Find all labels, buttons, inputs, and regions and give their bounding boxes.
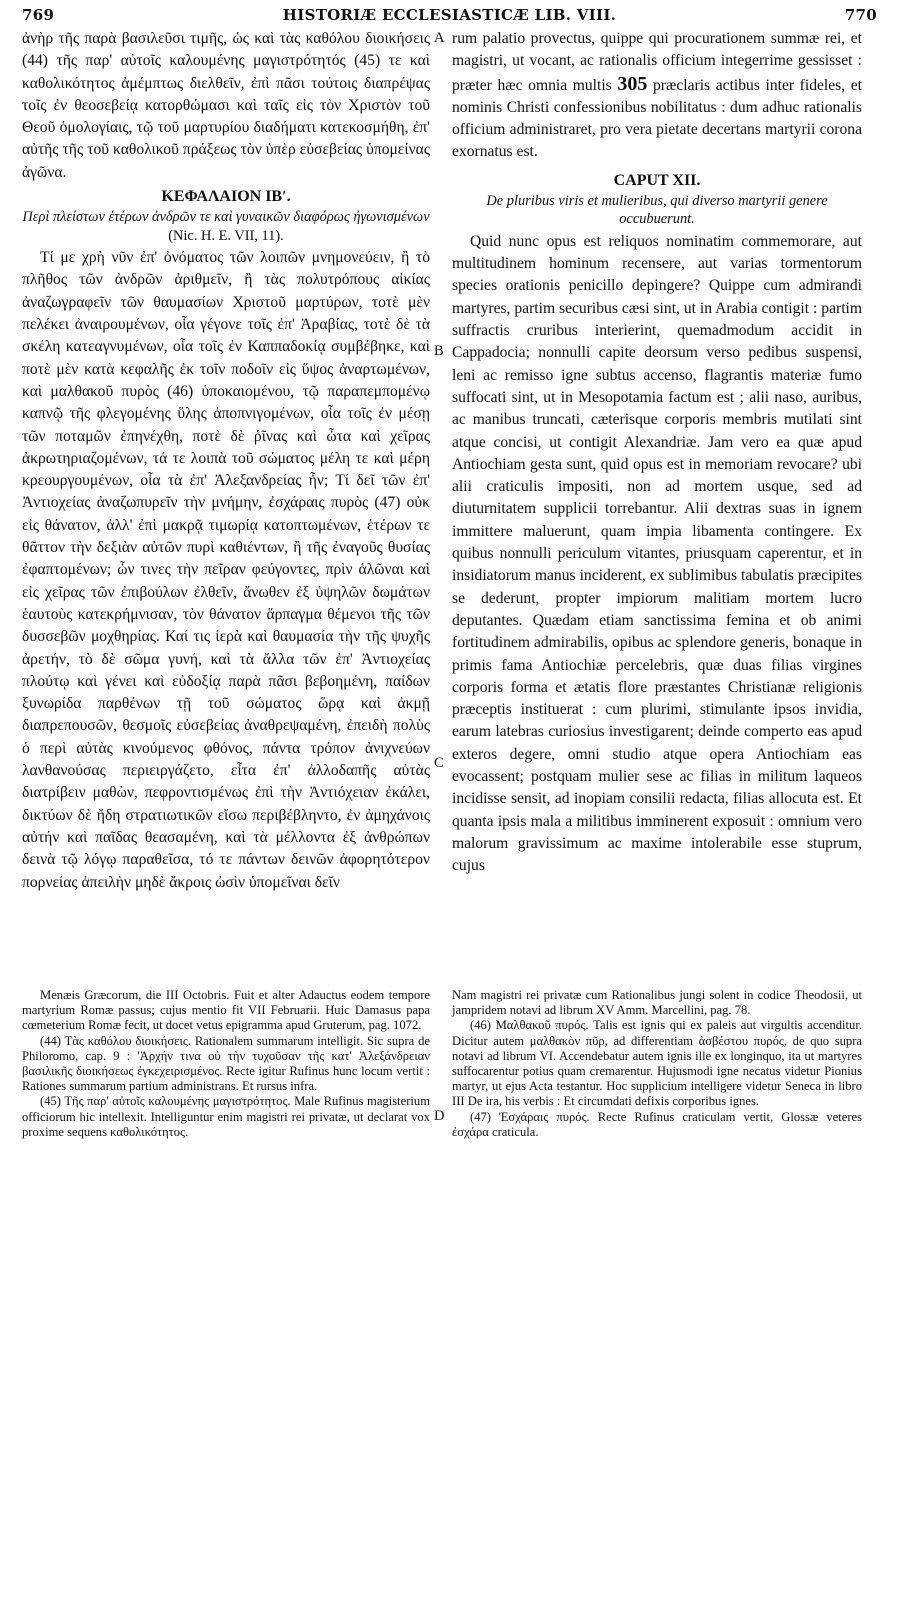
- latin-column: [452, 28, 862, 878]
- latin-intro-part-a: rum palatio provectus, quippe qui procurationem summæ rei, et magistri, ut vocant, ac rationalis officium integerrime gessisset : præter hæc omnia multis: [452, 30, 862, 94]
- column-number: 305: [617, 72, 648, 95]
- latin-intro-part-b: præclaris actibus inter fideles, et nominis Christi confessionibus nobilitatus : dum adhuc rationalis officium administraret, pro vera pietate decertans martyrii corona exornatus est.: [452, 76, 863, 161]
- page-number-left: 769: [22, 6, 55, 24]
- running-title: HISTORIÆ ECCLESIASTICÆ LIB. VIII.: [282, 6, 617, 24]
- latin-body-paragraph: Quid nunc opus est reliquos nominatim commemorare, aut multitudinem hominum recensere, aut varias tormentorum species orationis penicillo depingere? Quippe cum admirandi martyres, partim securibus cæsi sint, ut in Arabia contigit : partim suffractis cruribus interierint, quemadmodum accidit in Cappadocia; nonnulli capite deorsum verso pedibus suspensi, leni ac remisso igne subtus accenso, flagrantis materiæ fumo suffocati sint, ut in Mesopotamia factum est ; alii naso, auribus, ac manibus truncati, cæterisque corporis membris mutilati sint atque concisi, ut contigit Alexandriæ. Jam vero ea quæ apud Antiochiam gesta sunt, quid opus est in memoriam revocare? ubi alii craticulis impositi, non ad mortem usque, sed ad diuturnitatem supplicii torrebantur. Alii dextras suas in ignem immittere maluerunt, quam impia libamenta contingere. Ex quibus nonnulli periculum vitantes, priusquam caperentur, et in insidiatorum manus inciderent, ex sublimibus tabulatis præcipites se dederunt, propter impiorum malitiam mortem lucro deputantes. Quædam etiam sanctissima femina et ob animi fortitudinem admirabilis, opibus ac splendore generis, bonaque in primis fama Antiochiæ percelebris, quæ duas filias virgines corporis forma et ætatis flore præstantes Christianæ religionis præceptis instituerat : cum plurimi, stimulante ipsos invidia, earum latebras curiosius investigarent; deinde comperto eas apud exteros degere, omni studio atque opera Antiochiam eas evocassent; postquam mulier sese ac filias in militum laqueos incidisse sensit, ad inopiam consilii redacta, filias allocuta est. Et quanta ipsis mala a militibus imminerent exposuit : omnium vero malorum gravissimum ac maxime intolerabile esse stuprum, cujus: [452, 232, 862, 875]
- margin-marker-a: A: [434, 30, 445, 46]
- footnote: (44) Τὰς καθόλου διοικήσεις. Rationalem summarum intelligit. Sic supra de Philoromo, cap. 9 : 'Ἀρχήν τινα οὐ τὴν τυχοῦσαν τῆς κατ' Ἀλεξάνδρειαν βασιλικῆς διοικήσεως ἐγκεχειρισμένος. Recte igitur Rufinus hunc locum vertit : Rationes summarum partium administrans. Et rursus infra.: [22, 1033, 430, 1094]
- footnotes-right: [452, 988, 862, 1140]
- greek-chapter-subtitle: [22, 208, 430, 245]
- footnote: (45) Τῆς παρ' αὐτοῖς καλουμένης μαγιστρότητος. Male Rufinus magisterium officiorum hic intellexit. Intelliguntur enim magistri rei privatæ, ut declarat vox proxime sequens καθολικότητος.: [22, 1094, 430, 1139]
- greek-subtitle-text: Περὶ πλείστων ἑτέρων ἀνδρῶν τε καὶ γυναικῶν διαφόρως ἠγωνισμένων: [22, 209, 430, 226]
- greek-body-paragraph: Τί με χρὴ νῦν ἐπ' ὀνόματος τῶν λοιπῶν μνημονεύειν, ἢ τὸ πλῆθος τῶν ἀνδρῶν ἀριθμεῖν, ἢ τὰς πολυτρόπους αἰκίας ἀναζωγραφεῖν τῶν θαυμασίων Χριστοῦ μαρτύρων, τοτὲ μὲν πελέκει ἀναιρουμένων, οἷα γέγονε τοῖς ἐπ' Ἀραβίας, τοτὲ δὲ τὰ σκέλη κατεαγνυμένων, οἷα τοῖς ἐν Καππαδοκίᾳ συμβέβηκε, καὶ ποτὲ μὲν κατὰ κεφαλῆς ἐκ τοῖν ποδοῖν εἰς ὕψος ἀναρτωμένων, καὶ μαλθακοῦ πυρὸς (46) ὑποκαιομένου, τῷ παραπεμπομένῳ καπνῷ τῆς φλεγομένης ὕλης ἀποπνιγομένων, οἷα τοῖς ἐν μέσῃ τῶν ποταμῶν ἐπηνέχθη, ποτὲ δὲ ῥῖνας καὶ ὦτα καὶ χεῖρας ἀκρωτηριαζομένων, τά τε λοιπὰ τοῦ σώματος μέλη τε καὶ μέρη κρεουργουμένων, οἷα τὰ ἐπ' Ἀλεξανδρείας ἦν; Τί δεῖ τῶν ἐπ' Ἀντιοχείας ἀναζωπυρεῖν τὴν μνήμην, ἐσχάραις πυρὸς (47) οὐκ εἰς θάνατον, ἀλλ' ἐπὶ μακρᾷ τιμωρίᾳ κατοπτωμένων, ἑτέρων τε θᾶττον τὴν δεξιὰν αὐτῶν πυρὶ καθιέντων, ἢ τῆς ἐναγοῦς θυσίας ἐφαπτομένων; ὧν τινες τὴν πεῖραν φεύγοντες, πρὶν ἁλῶναι καὶ εἰς χεῖρας τῶν ἐπιβούλων ἐλθεῖν, ἄνωθεν ἐξ ὑψηλῶν δωμάτων ἑαυτοὺς κατεκρήμνισαν, τὸν θάνατον ἅρπαγμα θέμενοι τῆς τῶν δυσσεβῶν μοχθηρίας. Καί τις ἱερὰ καὶ θαυμασία τὴν τῆς ψυχῆς ἀρετήν, τὸ δὲ σῶμα γυνή, καὶ τὰ ἄλλα τῶν ἐπ' Ἀντιοχείας πλούτῳ καὶ γένει καὶ εὐδοξίᾳ παρὰ πᾶσι βεβοημένη, παίδων ξυνωρίδα παρθένων τῇ τοῦ σώματος ὥρᾳ καὶ ἀκμῇ διαπρεπουσῶν, θεσμοῖς εὐσεβείας ἀναθρεψαμένη, ἐπειδὴ πολὺς ὁ περὶ αὐτὰς κινούμενος φθόνος, πάντα τρόπον ἀνιχνεύων λανθανούσας περιειργάζετο, εἶτα ἐπ' ἀλλοδαπῆς αὐτὰς διατρίβειν μαθὼν, πεφροντισμένως ἐπὶ τὴν Ἀντιόχειαν ἐκάλει, δικτύων δὲ ἤδη στρατιωτικῶν εἴσω περιβέβληντο, ἐν ἀμηχάνοις αὐτήν καὶ παῖδας θεασαμένη, καὶ τὰ μέλλοντα ἐξ ἀνθρώπων δεινὰ τῷ λόγῳ παραθεῖσα, τό τε πάντων δεινῶν ἀφορητότερον πορνείας ἀπειλὴν μηδὲ ἄκροις ὠσὶν ὑπομεῖναι δεῖν: [22, 249, 430, 891]
- latin-intro-paragraph: [452, 28, 862, 164]
- greek-subtitle-ref: (Nic. H. E. VII, 11).: [168, 227, 284, 244]
- margin-marker-c: C: [434, 755, 444, 771]
- footnotes-left: [22, 988, 430, 1140]
- greek-intro-paragraph: ἀνὴρ τῆς παρὰ βασιλεῦσι τιμῆς, ὡς καὶ τὰς καθόλου διοικήσεις (44) τῆς παρ' αὐτοῖς καλουμένης μαγιστρότητός (45) τε καὶ καθολικότητος ἀμέμπτως διελθεῖν, ἐπὶ πᾶσι τούτοις διαπρέψας τοῖς ἐν θεοσεβείᾳ κατορθώμασι καὶ ταῖς εἰς τὸν Χριστὸν τοῦ Θεοῦ ὁμολογίαις, τῷ τοῦ μαρτυρίου διαδήματι κατεκοσμήθη, ἐπ' αὐτῆς τῆς τοῦ καθολικοῦ πράξεως τὸν ὑπὲρ εὐσεβείας ὑπομείνας ἀγῶνα.: [22, 30, 430, 181]
- greek-column: [22, 28, 430, 894]
- margin-marker-d: D: [434, 1108, 445, 1124]
- footnote: Menæis Græcorum, die III Octobris. Fuit et alter Adauctus eodem tempore martyrium Romæ passus; cujus mentio fit VII Februarii. Huic Damasus papa cœmeterium Romæ fecit, ut docet vetus epigramma apud Gruterum, pag. 1072.: [22, 988, 430, 1033]
- latin-chapter-subtitle: De pluribus viris et mulieribus, qui diverso martyrii genere occubuerunt.: [486, 193, 828, 228]
- greek-chapter-heading: ΚΕΦΑΛΑΙΟΝ ΙΒʹ.: [161, 188, 291, 206]
- page-number-right: 770: [844, 6, 877, 24]
- footnote: (47) Ἐσχάραις πυρός. Recte Rufinus craticulam vertit, Glossæ veteres ἐσχάρα craticula.: [452, 1109, 862, 1139]
- footnote: (46) Μαλθακοῦ πυρός. Talis est ignis qui ex paleis aut virgultis accenditur. Dicitur autem μαλθακὸν πῦρ, ad differentiam ἀσβέστου πυρός, de quo supra notavi ad librum VI. Accendebatur autem ignis ille ex longinquo, ita ut martyres suffocarentur potius quam cremarentur. Hujusmodi igne necatus videtur Pionius martyr, ut ejus Acta testantur. Hoc supplicium intelligere videtur Seneca in libro III De ira, his verbis : Et circumdati defixis corporibus ignes.: [452, 1018, 862, 1109]
- margin-marker-b: B: [434, 343, 444, 359]
- footnote: Nam magistri rei privatæ cum Rationalibus jungi solent in codice Theodosii, ut jampridem notavi ad librum XV Amm. Marcellini, pag. 78.: [452, 988, 862, 1018]
- latin-chapter-heading: CAPUT XII.: [613, 171, 701, 189]
